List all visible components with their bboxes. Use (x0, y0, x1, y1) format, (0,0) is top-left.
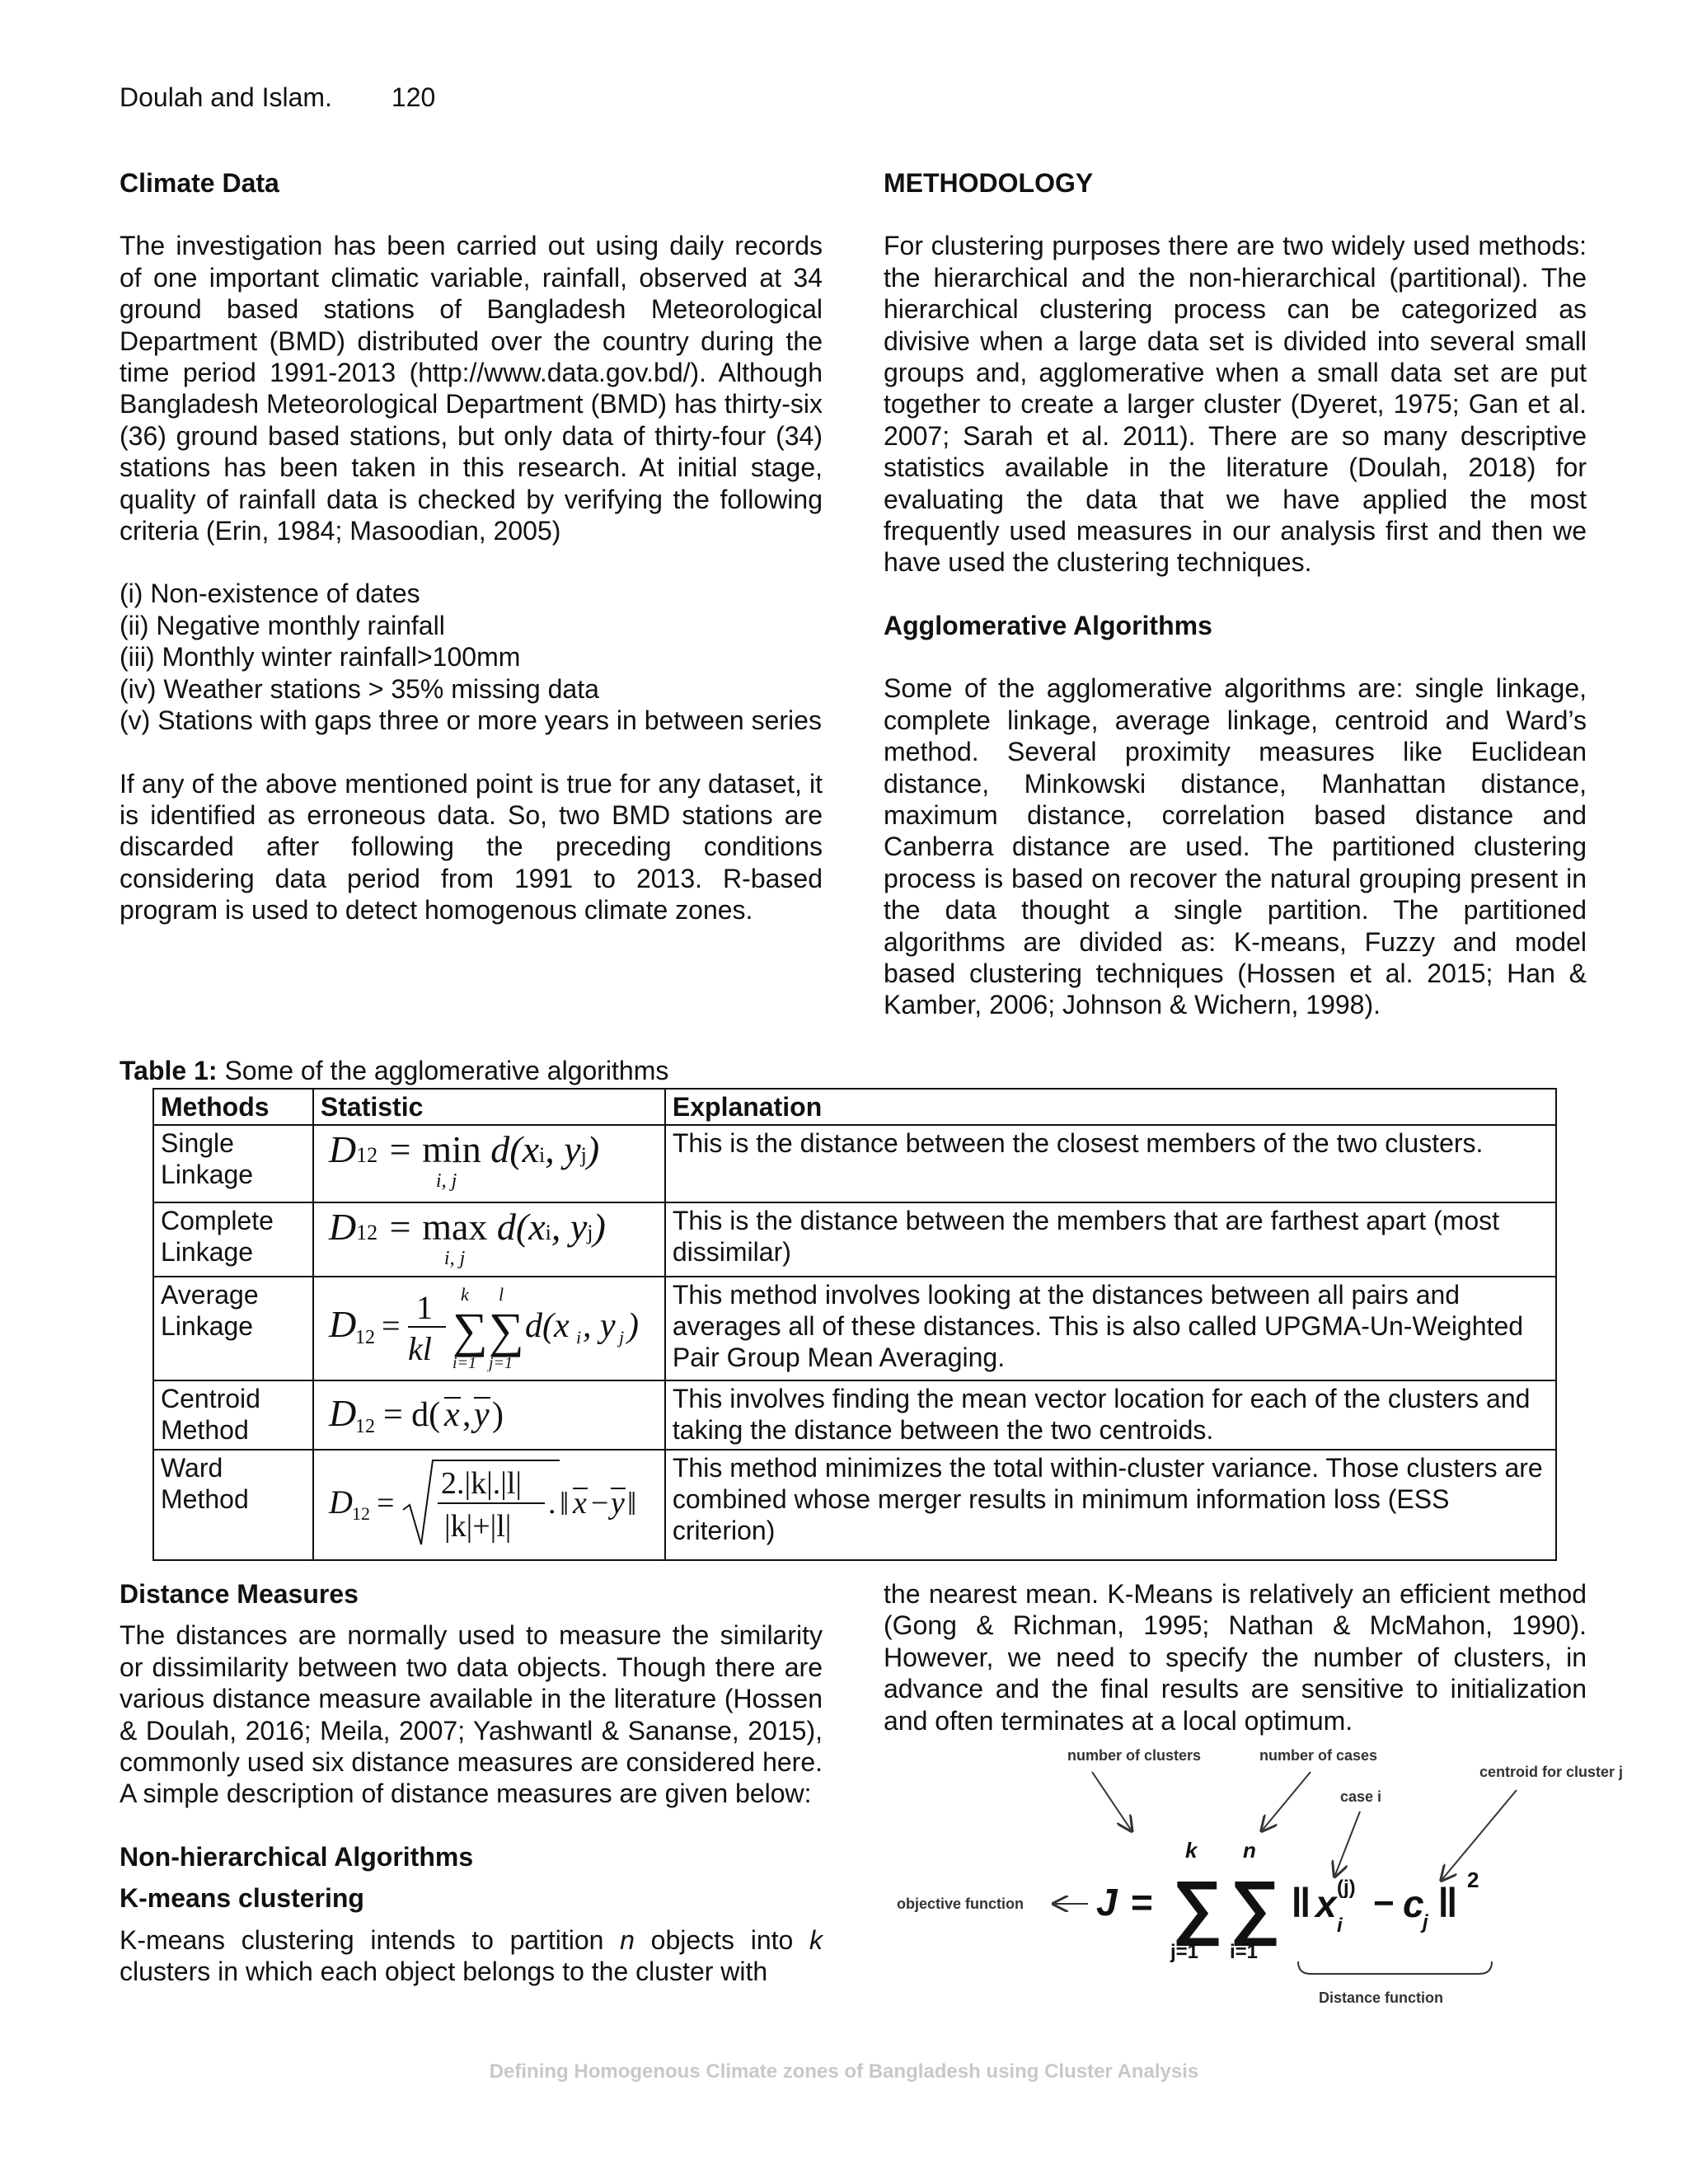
svg-text:=: = (381, 1307, 401, 1344)
svg-text:,: , (462, 1396, 471, 1434)
svg-text:=: = (376, 1486, 395, 1521)
agglomerative-table (152, 1088, 1557, 1561)
ward-formula-svg (321, 1452, 650, 1551)
svg-text:i: i (575, 1327, 582, 1347)
centroid-formula-svg (321, 1383, 650, 1441)
kmeans-text: K-means clustering intends to partition (120, 1924, 621, 1955)
methodology-heading: METHODOLOGY (884, 168, 1094, 198)
svg-text:= d(: = d( (382, 1396, 441, 1434)
kmeans-text: objects into (634, 1924, 809, 1955)
svg-text:12: 12 (354, 1327, 375, 1348)
svg-text:l: l (498, 1284, 504, 1305)
svg-text:∑: ∑ (452, 1303, 488, 1357)
svg-text:i=1: i=1 (1230, 1941, 1259, 1963)
svg-text:=: = (1131, 1881, 1153, 1924)
kmeans-objective-figure (890, 1739, 1648, 2019)
svg-text:): ) (491, 1396, 504, 1434)
table-row (153, 1277, 1556, 1380)
criteria-item: (iv) Weather stations > 35% missing data (120, 673, 599, 704)
label-number-of-clusters: number of clusters (1067, 1747, 1202, 1764)
erroneous-data-paragraph: If any of the above mentioned point is true for any dataset, it is identified as erroneous data. So, two BMD stations are discarded after following the preceding conditions considering data period from 1991 to 2013. R-based program is used to detect homogenous climate zones. (120, 768, 823, 926)
running-header (120, 82, 435, 113)
table-row (153, 1125, 1556, 1202)
explanation-cell: This is the distance between the closest members of the two clusters. (665, 1125, 1556, 1202)
kmeans-n: n (620, 1924, 635, 1955)
svg-text:i: i (1337, 1915, 1343, 1937)
criteria-list (120, 578, 823, 736)
svg-text:j: j (618, 1327, 625, 1347)
kmeans-text: clusters in which each object belongs to the cluster with (120, 1957, 768, 1987)
svg-text:∑: ∑ (1230, 1867, 1281, 1946)
climate-data-heading: Climate Data (120, 168, 279, 198)
kmeans-heading: K-means clustering (120, 1883, 364, 1914)
svg-text:k: k (460, 1284, 469, 1305)
kmeans-continuation-paragraph: the nearest mean. K-Means is relatively an efficient method (Gong & Richman, 1995; Nathan & McMahon, 1990). However, we need to specify the number of clusters, in advance and the final results are sensitive to initialization and often terminates at a local optimum. (884, 1579, 1587, 1736)
svg-text:D: D (328, 1392, 357, 1434)
table-header-row (153, 1089, 1556, 1125)
label-distance-function: Distance function (1319, 1990, 1444, 2006)
method-cell: Complete Linkage (153, 1202, 313, 1277)
svg-text:−: − (590, 1486, 609, 1521)
table-caption (120, 1056, 668, 1086)
svg-text:j=1: j=1 (488, 1354, 513, 1371)
method-cell: Centroid Method (153, 1380, 313, 1450)
svg-text:D: D (328, 1483, 353, 1521)
objective-function-equation (1096, 1838, 1479, 1963)
svg-text:x: x (1315, 1882, 1337, 1925)
svg-text:‖: ‖ (1437, 1880, 1458, 1926)
svg-text:‖: ‖ (626, 1485, 637, 1522)
climate-data-paragraph: The investigation has been carried out using daily records of one important climatic variable, rainfall, observed at 34 ground based stations of Bangladesh Meteorological Department (BMD) distributed over the country during the time period 1991-2013 (http://www.data.gov.bd/). Although Bangladesh Meteorological Department (BMD) has thirty-six (36) ground based stations, but only data of thirty-four (34) stations has been taken in this research. At initial stage, quality of rainfall data is checked by verifying the following criteria (Erin, 1984; Masoodian, 2005) (120, 231, 823, 546)
svg-text:(j): (j) (1337, 1877, 1356, 1899)
column-header: Statistic (313, 1089, 665, 1125)
svg-text:x: x (443, 1396, 460, 1434)
formula-ward-method (313, 1450, 665, 1560)
column-header: Methods (153, 1089, 313, 1125)
svg-text:.: . (547, 1486, 556, 1521)
svg-text:‖: ‖ (1291, 1880, 1311, 1926)
formula-average-linkage (313, 1277, 665, 1380)
svg-text:‖: ‖ (559, 1485, 570, 1522)
label-objective-function: objective function (897, 1896, 1025, 1912)
kmeans-paragraph (120, 1924, 823, 1988)
explanation-cell: This method minimizes the total within-cluster variance. Those clusters are combined whose merger results in minimum information loss (ESS criterion) (665, 1450, 1556, 1560)
svg-text:): ) (626, 1307, 639, 1345)
criteria-item: (ii) Negative monthly rainfall (120, 610, 445, 640)
label-case: case i (1340, 1788, 1382, 1805)
explanation-cell: This is the distance between the members that are farthest apart (most dissimilar) (665, 1202, 1556, 1277)
svg-text:2: 2 (1467, 1868, 1479, 1892)
svg-text:|k|+|l|: |k|+|l| (443, 1509, 512, 1544)
svg-text:2.|k|.|l|: 2.|k|.|l| (440, 1466, 522, 1501)
svg-text:12: 12 (351, 1503, 370, 1524)
table-row (153, 1380, 1556, 1450)
method-cell: Average Linkage (153, 1277, 313, 1380)
svg-text:j=1: j=1 (1170, 1941, 1199, 1963)
svg-text:∑: ∑ (488, 1303, 524, 1357)
distance-measures-heading: Distance Measures (120, 1579, 359, 1609)
formula-single-linkage: D12 = min d(xi, yj) i, j (313, 1125, 665, 1202)
svg-text:c: c (1403, 1882, 1424, 1925)
label-number-of-cases: number of cases (1259, 1747, 1378, 1764)
svg-text:j: j (1423, 1911, 1428, 1933)
table-caption-text: Some of the agglomerative algorithms (217, 1056, 669, 1085)
distance-measures-paragraph: The distances are normally used to measure the similarity or dissimilarity between two data objects. Though there are various distance measure available in the literature (Hossen & Doulah, 2016; Meila, 2007; Yashwantl & Sananse, 2015), commonly used six distance measures are considered here. A simple description of distance measures are given below: (120, 1620, 823, 1809)
methodology-paragraph: For clustering purposes there are two widely used methods: the hierarchical and the non-hierarchical (partitional). The hierarchical clustering process can be categorized as divisive when a large data set is divided into several small groups and, agglomerative when a small data set are put together to create a larger cluster (Dyeret, 1975; Gan et al. 2007; Sarah et al. 2011). There are so many descriptive statistics available in the literature (Doulah, 2018) for evaluating the data that we have applied the most frequently used measures in our analysis first and then we have used the clustering techniques. (884, 231, 1587, 578)
criteria-item: (i) Non-existence of dates (120, 579, 420, 609)
svg-text:x: x (572, 1486, 587, 1521)
climate-data-section (120, 167, 823, 926)
table-caption-label: Table 1: (120, 1056, 218, 1085)
page-footer: Defining Homogenous Climate zones of Bangladesh using Cluster Analysis (489, 2060, 1199, 2083)
svg-text:12: 12 (354, 1416, 375, 1437)
kmeans-continuation (884, 1578, 1587, 1736)
label-centroid: centroid for cluster j (1479, 1764, 1624, 1780)
formula-complete-linkage: D12 = max d(xi, yj) i, j (313, 1202, 665, 1277)
explanation-cell: This method involves looking at the distances between all pairs and averages all of these distances. This is also called UPGMA-Un-Weighted Pair Group Mean Averaging. (665, 1277, 1556, 1380)
page-number: 120 (391, 82, 436, 112)
agglomerative-heading: Agglomerative Algorithms (884, 610, 1212, 640)
method-cell: Single Linkage (153, 1125, 313, 1202)
svg-text:1: 1 (415, 1289, 433, 1326)
kmeans-k: k (809, 1924, 823, 1955)
svg-text:y: y (473, 1396, 490, 1434)
column-header: Explanation (665, 1089, 1556, 1125)
agglomerative-paragraph: Some of the agglomerative algorithms are: single linkage, complete linkage, average linkage, centroid and Ward’s method. Several proximity measures like Euclidean distance, Minkowski distance, Manhattan distance, maximum distance, correlation based distance and Canberra distance are used. The partitioned clustering process is based on recover the natural grouping present in the data thought a single partition. The partitioned algorithms are divided as: K-means, Fuzzy and model based clustering techniques (Hossen et al. 2015; Han & Kamber, 2006; Johnson & Wichern, 1998). (884, 673, 1587, 1020)
svg-text:J: J (1096, 1881, 1118, 1924)
svg-text:kl: kl (407, 1330, 432, 1367)
svg-text:D: D (328, 1303, 357, 1345)
non-hierarchical-heading: Non-hierarchical Algorithms (120, 1841, 474, 1872)
svg-text:i=1: i=1 (452, 1354, 476, 1371)
distance-measures-section (120, 1578, 823, 1987)
figure-arrows (1055, 1772, 1517, 1974)
method-cell: Ward Method (153, 1450, 313, 1560)
table-row (153, 1202, 1556, 1277)
formula-centroid-method (313, 1380, 665, 1450)
criteria-item: (iii) Monthly winter rainfall>100mm (120, 642, 521, 673)
svg-text:−: − (1373, 1883, 1395, 1924)
svg-text:d(x: d(x (524, 1307, 570, 1345)
svg-text:, y: , y (582, 1307, 616, 1345)
svg-text:y: y (610, 1486, 625, 1521)
svg-text:k: k (1185, 1838, 1198, 1863)
svg-text:n: n (1243, 1838, 1256, 1863)
svg-text:∑: ∑ (1172, 1867, 1223, 1946)
explanation-cell: This involves finding the mean vector location for each of the clusters and taking the distance between the two centroids. (665, 1380, 1556, 1450)
methodology-section (884, 167, 1587, 1021)
criteria-item: (v) Stations with gaps three or more years in between series (120, 705, 822, 736)
table-row (153, 1450, 1556, 1560)
header-authors: Doulah and Islam. (120, 82, 332, 112)
average-linkage-formula-svg (321, 1279, 650, 1371)
